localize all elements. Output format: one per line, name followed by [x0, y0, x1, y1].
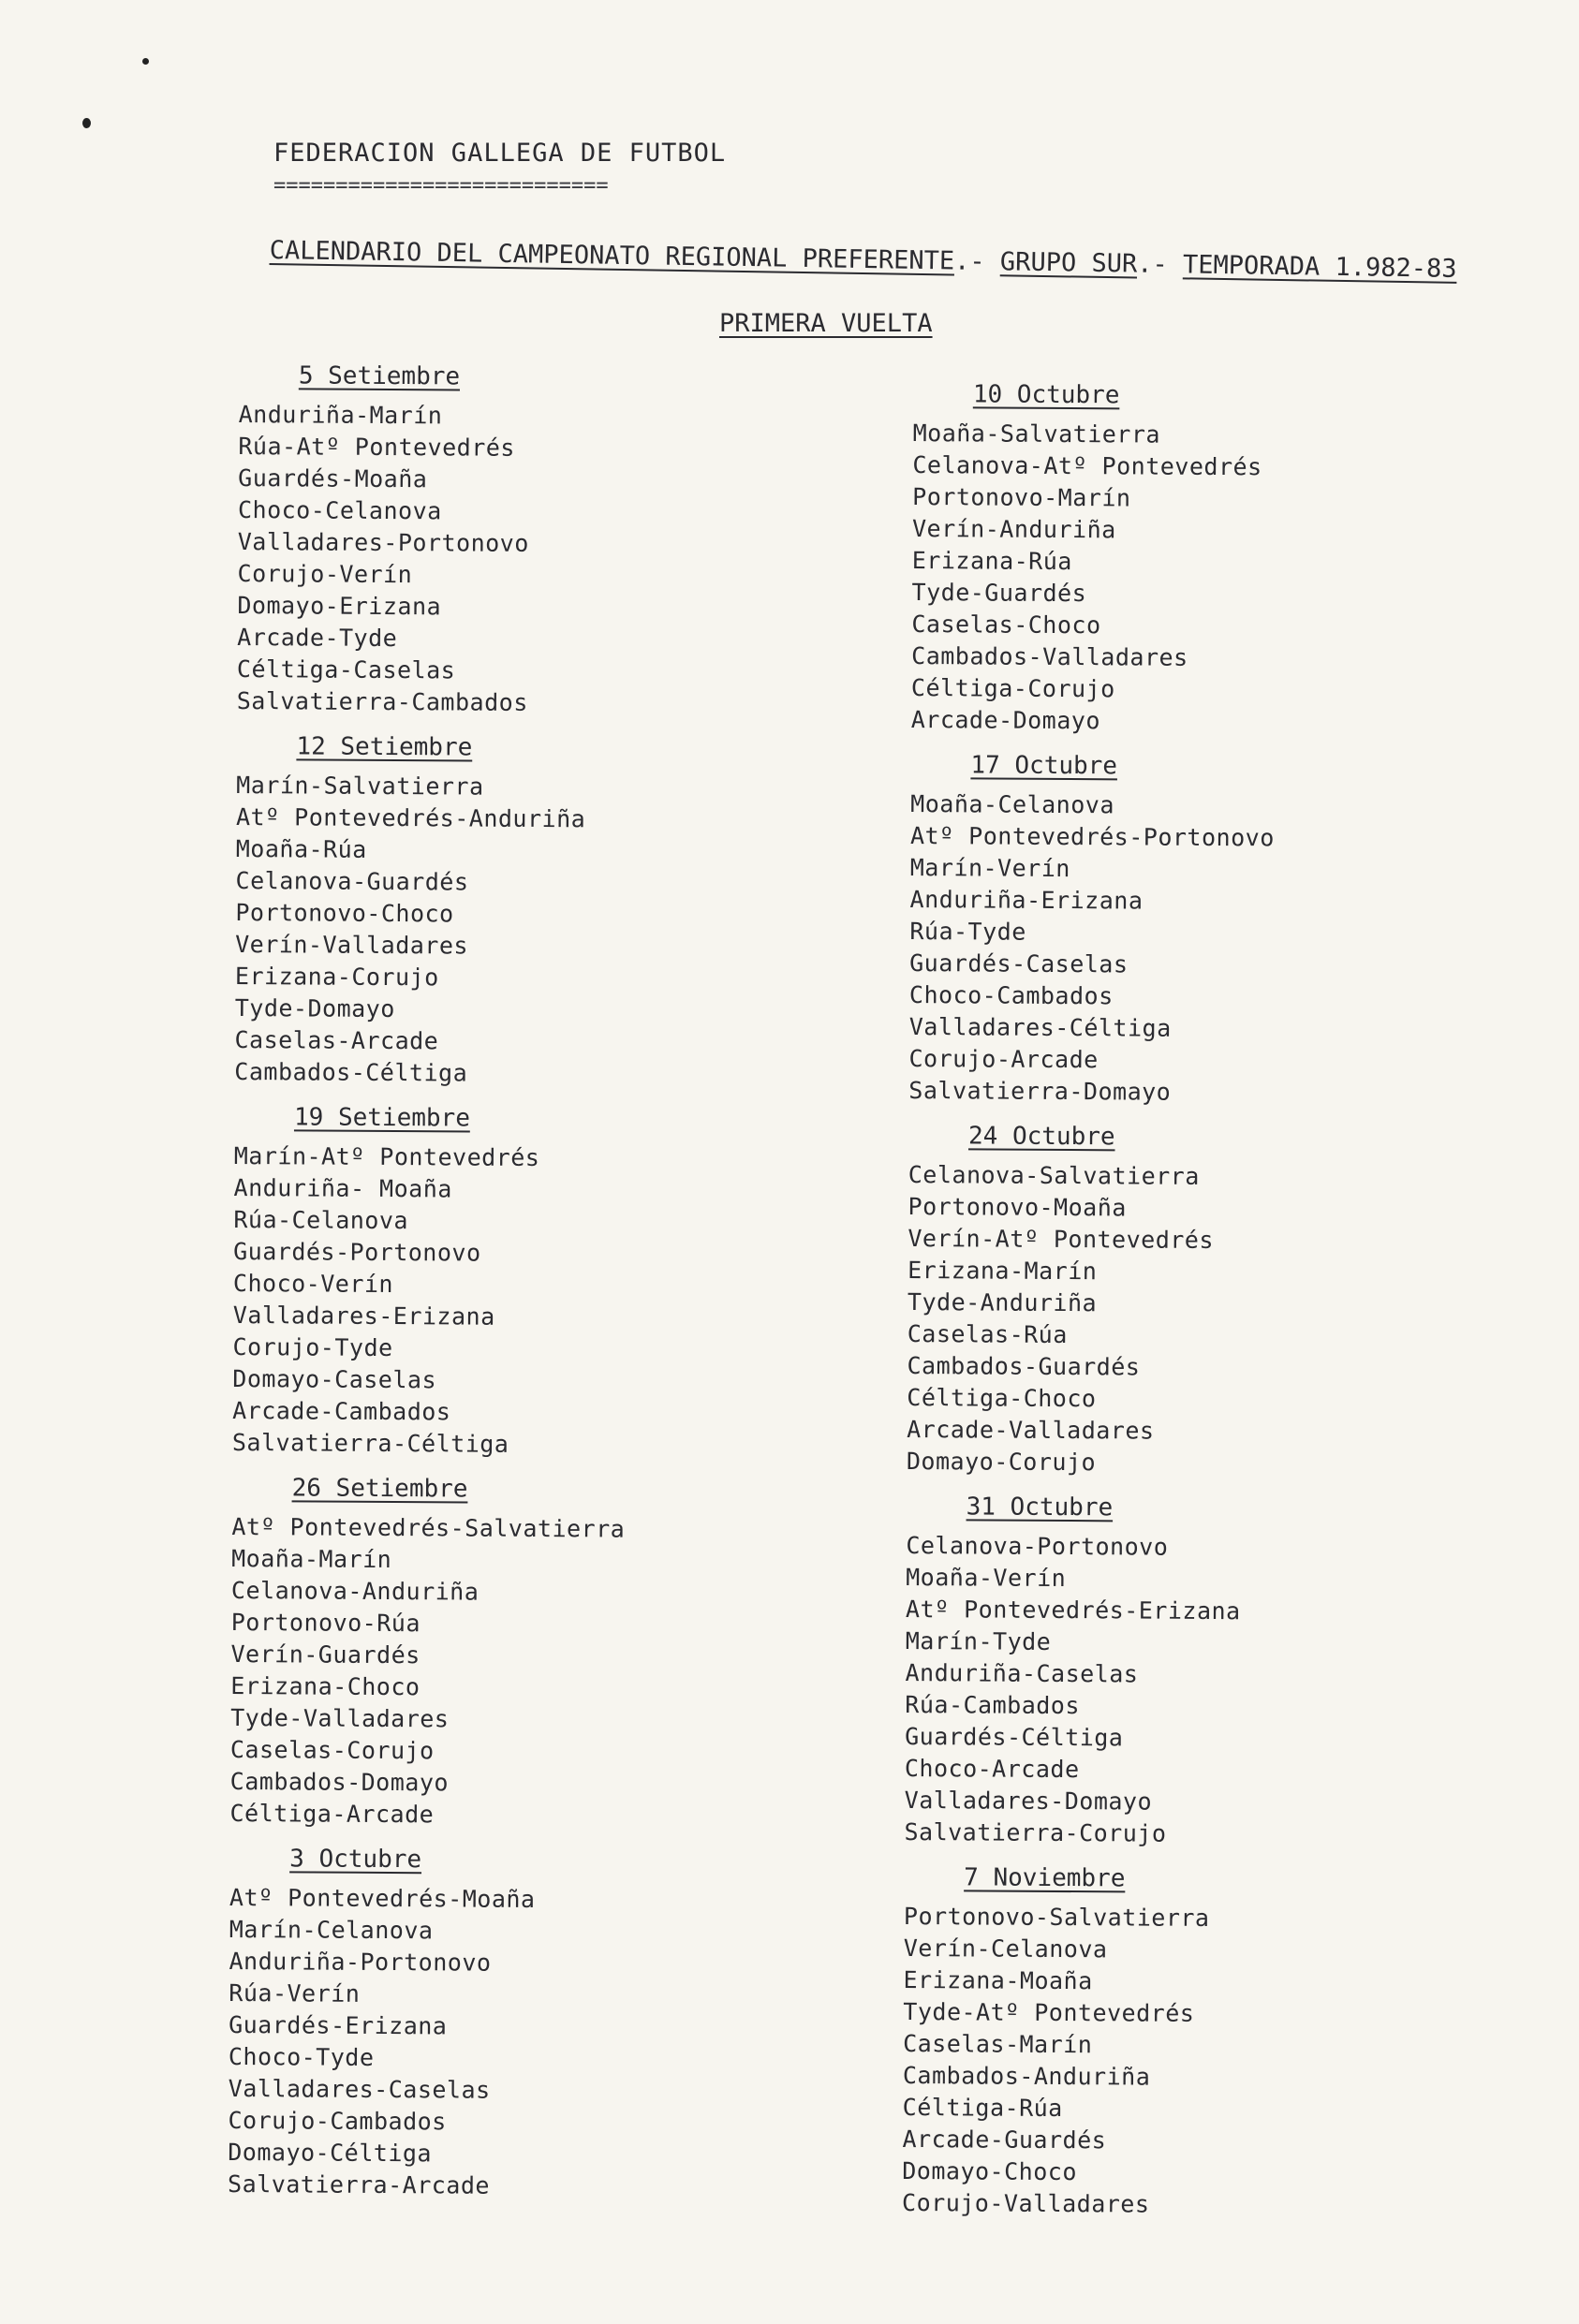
ink-speck — [142, 58, 149, 65]
match: Rúa-Celanova — [233, 1205, 409, 1235]
match: Moaña-Rúa — [235, 834, 367, 863]
match: Corujo-Tyde — [232, 1332, 393, 1362]
matchday — [907, 1120, 1508, 1481]
matchday — [234, 730, 835, 1092]
match: Guardés-Caselas — [909, 949, 1129, 978]
match: Domayo-Caselas — [232, 1364, 437, 1394]
match: Verín-Celanova — [903, 1934, 1108, 1964]
match: Caselas-Corujo — [229, 1735, 435, 1765]
match: Valladares-Domayo — [904, 1786, 1153, 1816]
matchday — [232, 1101, 834, 1463]
match: Celanova-Anduriña — [230, 1576, 480, 1606]
match: Arcade-Tyde — [237, 623, 398, 653]
match: Erizana-Moaña — [903, 1965, 1093, 1995]
match-list — [907, 1159, 1508, 1481]
matchday — [229, 1472, 831, 1833]
match: Caselas-Marín — [903, 2029, 1093, 2059]
matchday — [228, 1843, 829, 2204]
match: Corujo-Valladares — [902, 2188, 1150, 2218]
matchday — [902, 1861, 1503, 2223]
match: Caselas-Choco — [911, 610, 1101, 640]
organization-name: FEDERACION GALLEGA DE FUTBOL — [273, 139, 727, 168]
organization-underline: =========================== — [273, 174, 609, 198]
match: Corujo-Arcade — [908, 1044, 1099, 1074]
matchday — [911, 378, 1513, 740]
match: Anduriña-Portonovo — [229, 1947, 492, 1977]
matchday — [237, 360, 838, 721]
match: Domayo-Corujo — [906, 1447, 1097, 1477]
match: Marín-Verín — [909, 853, 1070, 883]
match: Valladares-Céltiga — [908, 1012, 1172, 1042]
match: Moaña-Salvatierra — [912, 419, 1161, 449]
match: Celanova-Guardés — [235, 866, 469, 896]
match: Corujo-Cambados — [228, 2106, 447, 2136]
match: Portonovo-Choco — [235, 898, 454, 928]
match: Valladares-Caselas — [228, 2074, 491, 2104]
match: Rúa-Cambados — [905, 1690, 1081, 1720]
matchday-date: 26 Setiembre — [291, 1474, 468, 1504]
match: Rúa-Verín — [229, 1978, 361, 2008]
matchday-date: 10 Octubre — [972, 380, 1120, 410]
round-phase-heading: PRIMERA VUELTA — [719, 309, 933, 338]
match-list — [228, 1882, 829, 2204]
title-group: GRUPO SUR — [999, 247, 1138, 279]
match: Choco-Cambados — [908, 980, 1114, 1010]
match: Tyde-Anduriña — [907, 1287, 1098, 1317]
match-list — [908, 788, 1510, 1111]
matchday-date: 17 Octubre — [970, 751, 1118, 781]
matchday-date: 3 Octubre — [289, 1845, 422, 1875]
title-separator: .- — [953, 246, 1001, 277]
match: Verín-Valladares — [235, 930, 469, 960]
match: Cambados-Anduriña — [902, 2061, 1151, 2091]
match: Erizana-Marín — [908, 1256, 1098, 1286]
match: Cambados-Domayo — [229, 1767, 450, 1797]
document-title — [270, 236, 1457, 284]
match: Marín-Salvatierra — [236, 771, 484, 801]
match: Marín-Celanova — [229, 1915, 434, 1945]
title-season: TEMPORADA 1.982-83 — [1182, 250, 1457, 284]
match: Atº Pontevedrés-Portonovo — [909, 821, 1275, 852]
match: Salvatierra-Domayo — [908, 1076, 1172, 1106]
match: Guardés-Céltiga — [905, 1722, 1124, 1752]
title-separator: .- — [1136, 249, 1184, 280]
match: Tyde-Domayo — [234, 993, 395, 1023]
match: Rúa-Tyde — [909, 917, 1026, 946]
match: Celanova-Salvatierra — [908, 1160, 1200, 1190]
match: Moaña-Celanova — [910, 789, 1115, 819]
match: Erizana-Choco — [230, 1671, 421, 1701]
matchday-date: 12 Setiembre — [296, 732, 473, 762]
match: Tyde-Valladares — [230, 1703, 450, 1733]
match: Arcade-Guardés — [902, 2125, 1107, 2155]
match: Corujo-Verín — [237, 559, 413, 589]
match: Guardés-Portonovo — [233, 1237, 481, 1267]
match: Erizana-Rúa — [911, 546, 1072, 576]
match: Anduriña- Moaña — [233, 1173, 452, 1203]
match: Céltiga-Rúa — [902, 2093, 1063, 2123]
matchday-date: 19 Setiembre — [293, 1103, 470, 1133]
match: Portonovo-Salvatierra — [903, 1902, 1210, 1932]
match: Celanova-Atº Pontevedrés — [912, 450, 1262, 481]
match: Arcade-Domayo — [910, 705, 1101, 735]
match: Domayo-Céltiga — [228, 2138, 433, 2168]
match: Moaña-Verín — [906, 1563, 1067, 1593]
match: Céltiga-Choco — [907, 1383, 1097, 1413]
match: Verín-Atº Pontevedrés — [908, 1224, 1215, 1254]
match: Arcade-Valladares — [907, 1415, 1155, 1445]
match: Portonovo-Rúa — [230, 1608, 421, 1638]
match: Verín-Anduriña — [911, 514, 1116, 544]
match: Céltiga-Arcade — [229, 1799, 435, 1829]
match: Cambados-Céltiga — [234, 1057, 468, 1087]
match: Valladares-Portonovo — [237, 527, 529, 557]
match: Choco-Celanova — [237, 495, 442, 525]
matchday — [908, 749, 1510, 1111]
match: Verín-Guardés — [230, 1640, 421, 1669]
match: Domayo-Erizana — [237, 591, 442, 621]
match-list — [234, 770, 835, 1092]
match: Tyde-Atº Pontevedrés — [903, 1997, 1195, 2027]
matchday-date: 31 Octubre — [966, 1493, 1114, 1522]
title-calendar: CALENDARIO DEL CAMPEONATO REGIONAL PREFERENTE — [269, 236, 955, 276]
match-list — [902, 1901, 1503, 2223]
match-list — [229, 1511, 831, 1833]
match: Atº Pontevedrés-Moaña — [229, 1883, 536, 1913]
match: Erizana-Corujo — [234, 962, 439, 992]
match: Portonovo-Marín — [912, 482, 1131, 512]
match: Valladares-Erizana — [232, 1301, 495, 1331]
match-list — [904, 1530, 1505, 1852]
match: Guardés-Erizana — [229, 2010, 448, 2040]
match-list — [232, 1140, 834, 1463]
match: Guardés-Moaña — [238, 463, 428, 493]
match: Atº Pontevedrés-Anduriña — [235, 802, 586, 833]
match: Atº Pontevedrés-Salvatierra — [231, 1512, 626, 1543]
match: Choco-Verín — [232, 1269, 394, 1299]
matchday-date: 5 Setiembre — [298, 361, 461, 391]
fixtures-right-column — [902, 378, 1513, 2223]
match: Moaña-Marín — [231, 1544, 392, 1574]
match-list — [237, 399, 838, 721]
matchday-date: 7 Noviembre — [964, 1863, 1126, 1893]
match: Portonovo-Moaña — [908, 1192, 1127, 1222]
match: Caselas-Rúa — [907, 1319, 1068, 1349]
match: Céltiga-Caselas — [236, 655, 456, 684]
matchday-date: 24 Octubre — [967, 1122, 1115, 1152]
match: Salvatierra-Arcade — [228, 2170, 491, 2199]
match: Marín-Tyde — [905, 1626, 1052, 1655]
match: Cambados-Guardés — [907, 1351, 1141, 1381]
match: Anduriña-Marín — [238, 400, 443, 430]
match: Marín-Atº Pontevedrés — [233, 1141, 540, 1171]
match: Caselas-Arcade — [234, 1025, 439, 1055]
match: Domayo-Choco — [902, 2156, 1078, 2186]
match: Anduriña-Caselas — [905, 1658, 1139, 1688]
match: Tyde-Guardés — [911, 578, 1087, 608]
match: Salvatierra-Cambados — [236, 686, 528, 716]
match: Salvatierra-Corujo — [904, 1817, 1167, 1847]
match-list — [911, 418, 1513, 740]
ink-speck — [82, 118, 91, 128]
match: Arcade-Cambados — [232, 1396, 451, 1426]
match: Choco-Tyde — [228, 2042, 375, 2071]
match: Cambados-Valladares — [911, 641, 1188, 671]
match: Atº Pontevedrés-Erizana — [905, 1595, 1241, 1625]
match: Céltiga-Corujo — [910, 673, 1115, 703]
matchday — [904, 1491, 1505, 1852]
match: Salvatierra-Céltiga — [231, 1428, 509, 1458]
match: Rúa-Atº Pontevedrés — [238, 432, 516, 462]
match: Choco-Arcade — [904, 1754, 1080, 1784]
match: Celanova-Portonovo — [906, 1531, 1169, 1561]
fixtures-left-column — [228, 360, 838, 2204]
match: Anduriña-Erizana — [909, 885, 1144, 915]
